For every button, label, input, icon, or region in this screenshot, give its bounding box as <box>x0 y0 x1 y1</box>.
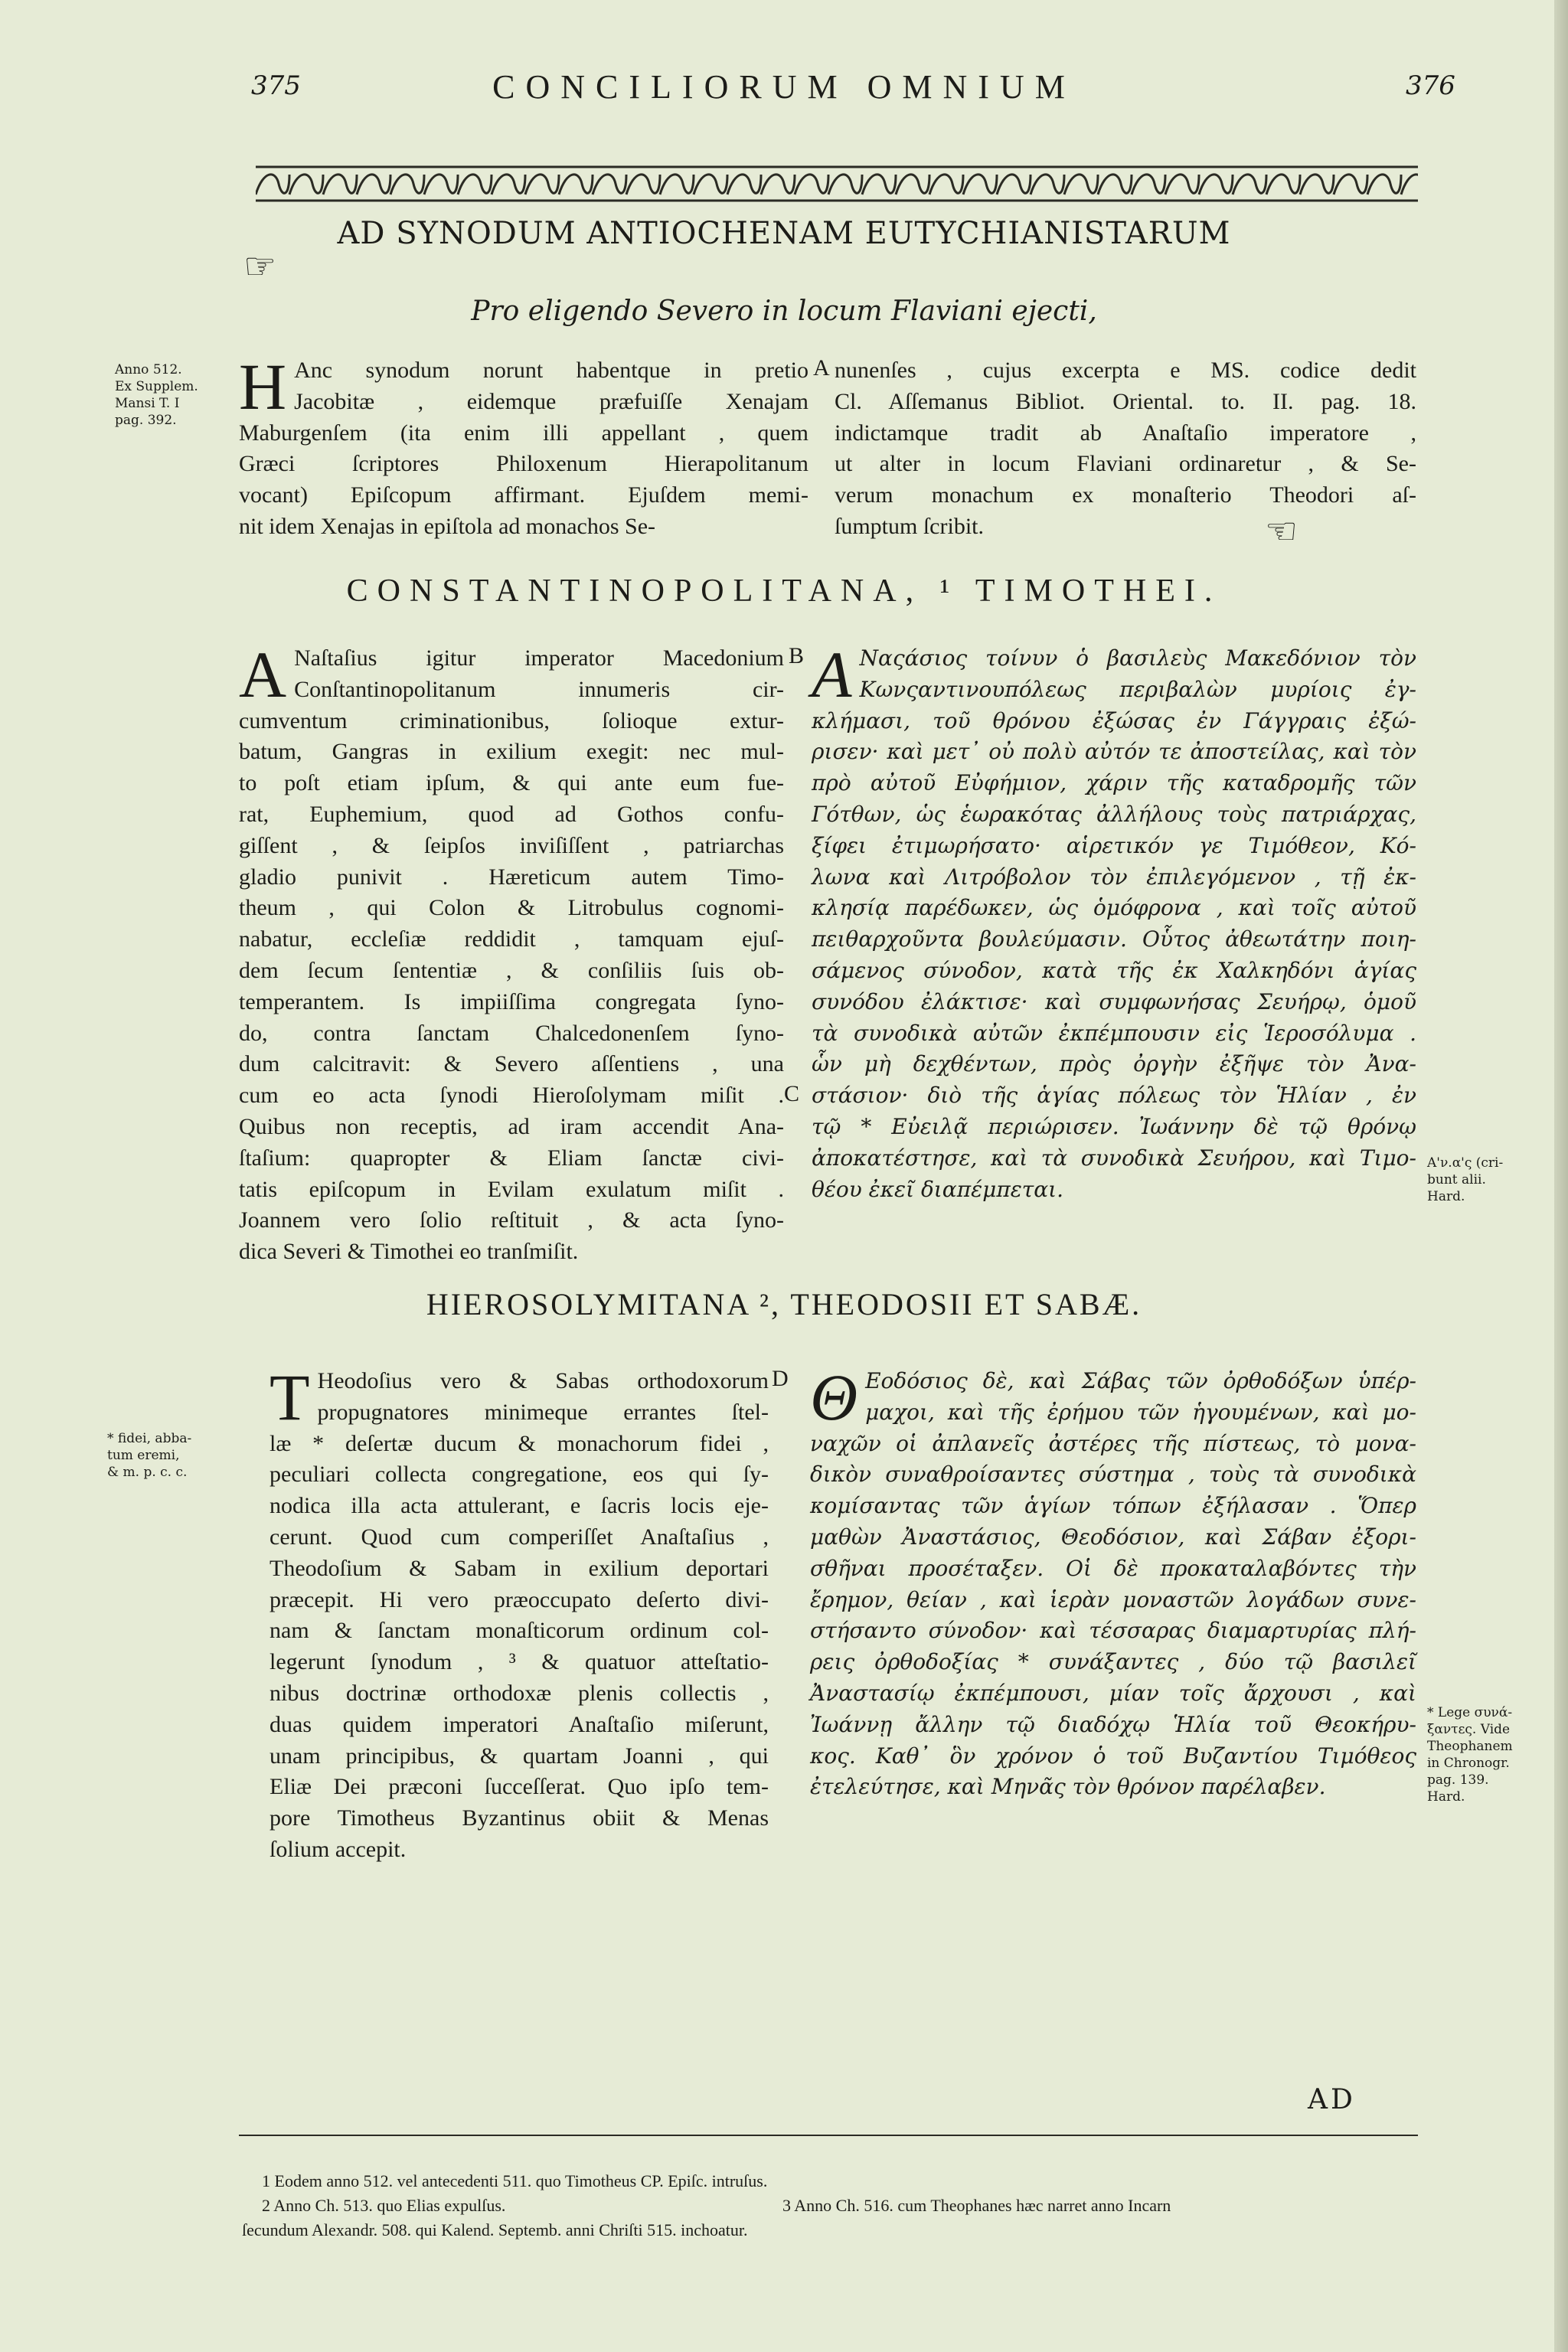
ornament-scroll <box>256 175 289 194</box>
pointing-hand-icon: ☞ <box>243 245 277 288</box>
ornament-scroll <box>694 175 727 194</box>
margin-note-year: Anno 512. Ex Supplem. Mansi T. I pag. 392. <box>115 362 198 428</box>
ornament-scroll <box>424 175 458 194</box>
ornament-scroll <box>1199 175 1233 194</box>
ornament-scroll <box>1165 175 1199 194</box>
footnote-3: 3 Anno Ch. 516. cum Theophanes hæc narret anno Incarn <box>782 2196 1171 2215</box>
ornament-scroll <box>997 175 1031 194</box>
margin-note-theophanes: * Lege συνά- ξαντες. Vide Theophanem in Chronogr. pag. 139. Hard. <box>1427 1705 1513 1805</box>
page-number-left: 375 <box>251 70 301 101</box>
ornament-scroll <box>492 175 525 194</box>
ornament-scroll <box>761 175 795 194</box>
section1-latin-column: A Naſtaſius igitur imperator Macedonium Conſtantinopolitanum innumeris cir- cumventum criminationibus, ſolioque extur- batum, Gangras in exilium exegit: nec mul- to poſt etiam ipſum, & qui ante eum fue- rat, Euphemium, quod ad Gothos confu- giſſent , & ſeipſos inviſiſſent , patriarchas gladio punivit . Hæreticum autem Timo- theum , qui Colon & Litrobulus cognomi- nabatur, eccleſiæ reddidit , tamquam ejuſ- dem ſecum ſententiæ , & conſiliis ſuis ob- temperantem. Is impiiſſima congregata ſyno- do, contra ſanctam Chalcedonenſem ſyno- dum calcitravit: & Severo aſſentiens , una cum eo acta ſynodi Hieroſolymam miſit . Quibus non receptis, ad iram accendit Ana- ſtaſium: quapropter & Eliam ſanctæ civi- tatis epiſcopum in Evilam exulatum miſit . Joannem vero ſolio reſtituit , & acta ſyno- dica Severi & Timothei eo tranſmiſit. <box>239 638 784 1265</box>
ornament-scroll <box>896 175 929 194</box>
dropcap: T <box>270 1361 310 1434</box>
section2-greek-column: Θ Εοδόσιος δὲ, καὶ Σάβας τῶν ὀρθοδόξων ὑπέρ- μαχοι, καὶ τῆς ἐρήμου τῶν ἡγουμένων, καὶ μο- ναχῶν οἱ ἀπλανεῖς ἀστέρες τῆς πίστεως, τὸ μονα- δικὸν συναθροίσαντες σύστημα , τοὺς τὰ συνοδικὰ κομίσαντας τῶν ἁγίων τόπων ἐξήλασαν . Ὅπερ μαθὼν Ἀναστάσιος, Θεοδόσιον, καὶ Σάβαν ἐξορι- σθῆναι προσέταξεν. Οἱ δὲ προκαταλαβόντες τὴν ἔρημον, θείαν , καὶ ἱερὰν μοναστῶν λογάδων συνε- στήσαντο σύνοδον· καὶ τέσσαρας διαμαρτυρίας πλή- ρεις ὀρθοδοξίας * συνάξαντες , δύο τῷ βασιλεῖ Ἀναστασίῳ ἐκπέμπουσι, μίαν τοῖς ἄρχουσι , καὶ Ἰωάννῃ ἄλλην τῷ διαδόχῳ Ἡλία τοῦ Θεοκήρυ- κος. Καθ᾽ ὃν χρόνον ὁ τοῦ Βυζαντίου Τιμόθεος ἐτελεύτησε, καὶ Μηνᾶς τὸν θρόνον παρέλαβεν. <box>810 1361 1416 1800</box>
intro-left-column: H Anc synodum norunt habentque in pretio Jacobitæ , eidemque præfuiſſe Xenajam Maburgenſem (ita enim illi appellant , quem Græci ſcriptores Philoxenum Hierapolitanum vocant) Epiſcopum affirmant. Ejuſdem memi- nit idem Xenajas in epiſtola ad monachos Se- <box>239 350 808 539</box>
ornament-scroll <box>660 175 694 194</box>
ornament-scroll <box>525 175 559 194</box>
ornament-scroll <box>1300 175 1334 194</box>
ornament-scroll <box>357 175 390 194</box>
page-subtitle: Pro eligendo Severo in locum Flaviani ejecti, <box>471 296 1097 327</box>
section-heading-hierosolymitana: HIEROSOLYMITANA ², THEODOSII ET SABÆ. <box>426 1287 1142 1321</box>
running-title: CONCILIORUM OMNIUM <box>492 68 1076 106</box>
dropcap: H <box>239 350 287 423</box>
margin-note-variant: A'ν.α'ς (cri- bunt alii. Hard. <box>1427 1155 1504 1204</box>
ornament-scroll <box>795 175 828 194</box>
ornament-scroll <box>727 175 761 194</box>
ornament-scroll <box>458 175 492 194</box>
ornament-scroll <box>390 175 424 194</box>
ornament-scroll <box>1233 175 1266 194</box>
ornament-scroll <box>1132 175 1165 194</box>
ornament-scroll <box>559 175 593 194</box>
ornament-scroll <box>828 175 862 194</box>
ornament-scroll <box>963 175 997 194</box>
dropcap: A <box>812 638 852 711</box>
ornament-scroll <box>593 175 626 194</box>
footnote-3-continued: ſecundum Alexandr. 508. qui Kalend. Septemb. anni Chriſti 515. inchoatur. <box>242 2220 748 2239</box>
ornament-scroll <box>323 175 357 194</box>
pointing-hand-icon: ☜ <box>1265 510 1298 553</box>
footnote-2: 2 Anno Ch. 513. quo Elias expulſus. <box>262 2196 506 2215</box>
ornament-scroll <box>929 175 963 194</box>
ornament-scroll <box>1401 175 1418 194</box>
ornament-scroll <box>1098 175 1132 194</box>
section-heading-constantinopolitana: CONSTANTINOPOLITANA, ¹ TIMOTHEI. <box>346 573 1222 609</box>
ornament-scroll <box>1266 175 1300 194</box>
ornament-scroll <box>862 175 896 194</box>
section-marker-d: D <box>772 1366 789 1391</box>
section-marker-c: C <box>784 1081 800 1106</box>
ornament-scroll <box>626 175 660 194</box>
footnote-rule <box>239 2135 1418 2136</box>
dropcap: Θ <box>810 1361 858 1434</box>
binding-gutter <box>1554 0 1568 2352</box>
section-marker-a: A <box>813 355 830 381</box>
section1-greek-column: A Ναςάσιος τοίνυν ὁ βασιλεὺς Μακεδόνιον τὸν Κωνςαντινουπόλεως περιβαλὼν μυρίοις ἐγ- κλήμασι, τοῦ θρόνου ἐξώσας ἐν Γάγγραις ἐξώ- ρισεν· καὶ μετ᾽ οὐ πολὺ αὐτόν τε ἀποστείλας, καὶ τὸν πρὸ αὐτοῦ Εὐφήμιον, χάριν τῆς καταδρομῆς τῶν Γότθων, ὡς ἑωρακότας ἀλλήλους τοὺς πατριάρχας, ξίφει ἐτιμωρήσατο· αἱρετικόν γε Τιμόθεον, Κό- λωνα καὶ Λιτρόβολον τὸν ἐπιλεγόμενον , τῇ ἐκ- κλησίᾳ παρέδωκεν, ὡς ὁμόφρονα , καὶ τοῖς αὐτοῦ πειθαρχοῦντα βουλεύμασιν. Οὗτος ἀθεωτάτην ποιη- σάμενος σύνοδον, κατὰ τῆς ἐκ Χαλκηδόνι ἁγίας συνόδου ἐλάκτισε· καὶ συμφωνήσας Σευήρῳ, ὁμοῦ τὰ συνοδικὰ αὐτῶν ἐκπέμπουσιν εἰς Ἱεροσόλυμα . ὧν μὴ δεχθέντων, πρὸς ὀργὴν ἐξῆψε τὸν Ἀνα- στάσιον· διὸ τῆς ἁγίας πόλεως τὸν Ἡλίαν , ἐν τῷ * Εὐειλᾷ περιώρισεν. Ἰωάννην δὲ τῷ θρόνῳ ἀποκατέστησε, καὶ τὰ συνοδικὰ Σευήρου, καὶ Τιμο- θέου ἐκεῖ διαπέμπεται. <box>812 638 1416 1202</box>
page-title: AD SYNODUM ANTIOCHENAM EUTYCHIANISTARUM <box>337 216 1231 251</box>
ornament-scroll <box>1064 175 1098 194</box>
ornament-scroll <box>1031 175 1064 194</box>
margin-note-fidei: * fidei, abba- tum eremi, & m. p. c. c. <box>107 1431 192 1480</box>
ornamental-border <box>256 164 1418 204</box>
page-number-right: 376 <box>1406 70 1455 101</box>
catchword: AD <box>1308 2084 1356 2115</box>
footnote-1: 1 Eodem anno 512. vel antecedenti 511. quo Timotheus CP. Epiſc. intruſus. <box>262 2171 768 2190</box>
dropcap: A <box>239 638 287 711</box>
intro-right-column: nunenſes , cujus excerpta e MS. codice dedit Cl. Aſſemanus Bibliot. Oriental. to. II. pag. 18. indictamque tradit ab Anaſtaſio imperatore , ut alter in locum Flaviani ordinaretur , & Se- verum monachum ex monaſterio Theodori aſ- ſumptum ſcribit. <box>835 358 1416 539</box>
section-marker-b: B <box>789 643 805 668</box>
ornament-scroll <box>1334 175 1367 194</box>
ornament-scroll <box>289 175 323 194</box>
ornament-scroll <box>1367 175 1401 194</box>
section2-latin-column: T Heodoſius vero & Sabas orthodoxorum propugnatores minimeque errantes ſtel- læ * deſertæ ducum & monachorum fidei , peculiari collecta congregatione, eos qui ſy- nodica illa acta attulerant, e ſacris locis eje- cerunt. Quod cum comperiſſet Anaſtaſius , Theodoſium & Sabam in exilium deportari præcepit. Hi vero præoccupato deſerto divi- nam & ſanctam monaſticorum ordinum col- legerunt ſynodum , ³ & quatuor atteſtatio- nibus doctrinæ orthodoxæ plenis collectis , duas quidem imperatori Anaſtaſio miſerunt, unam principibus, & quartam Joanni , qui Eliæ Dei præconi ſucceſſerat. Quo ipſo tem- pore Timotheus Byzantinus obiit & Menas ſolium accepit. <box>270 1361 769 1862</box>
